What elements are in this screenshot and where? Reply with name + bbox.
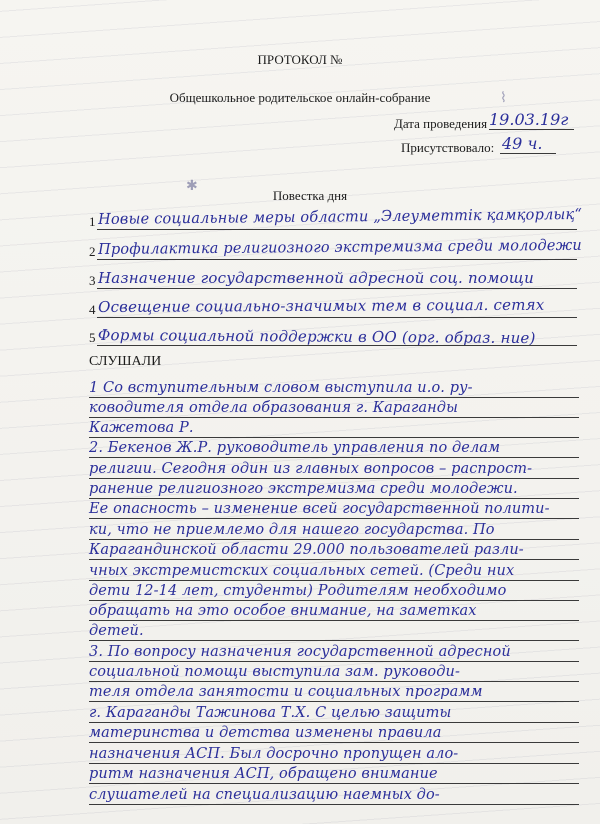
listened-rule (89, 661, 579, 662)
listened-rule (89, 417, 579, 418)
listened-rule (89, 457, 579, 458)
listened-line: слушателей на специализацию наемных до- (89, 787, 440, 803)
listened-line: ритм назначения АСП, обращено внимание (89, 766, 438, 782)
listened-line: чных экстремистских социальных сетей. (Среди них (89, 563, 515, 579)
listened-line: Кажетова Р. (89, 420, 194, 436)
listened-rule (89, 763, 579, 764)
listened-rule (89, 498, 579, 499)
listened-rule (89, 681, 579, 682)
listened-line: социальной помощи выступила зам. руководи- (89, 664, 460, 680)
agenda-heading: Повестка дня (272, 188, 348, 203)
listened-line: ководителя отдела образования г. Караганды (89, 400, 458, 416)
listened-rule (89, 742, 579, 743)
listened-line: теля отдела занятости и социальных программ (89, 684, 483, 700)
protocol-title: ПРОТОКОЛ № (257, 52, 343, 67)
listened-rule (89, 640, 579, 641)
listened-line: ки, что не приемлемо для нашего государства. По (89, 522, 495, 538)
listened-rule (89, 539, 579, 540)
present-underline (500, 153, 556, 154)
agenda-item-3: Назначение государственной адресной соц. помощи (98, 269, 534, 287)
date-label: Дата проведения (394, 116, 488, 131)
listened-line: г. Караганды Тажинова Т.Х. С целью защиты (89, 705, 452, 721)
listened-rule (89, 397, 579, 398)
present-value: 49 ч. (502, 134, 543, 153)
agenda-rule (97, 229, 577, 230)
agenda-rule (97, 345, 577, 346)
agenda-item-1: Новые социальные меры области „Элеуметтік қамқорлық“ (98, 204, 583, 228)
present-label: Присутствовало: (401, 140, 495, 155)
listened-rule (89, 518, 579, 519)
listened-rule (89, 478, 579, 479)
listened-line: 3. По вопросу назначения государственной адресной (89, 644, 511, 660)
agenda-item-number: 3 (89, 273, 96, 288)
listened-line: 1 Со вступительным словом выступила и.о. ру- (89, 380, 473, 396)
listened-line: обращать на это особое внимание, на заметках (89, 603, 477, 619)
listened-line: 2. Бекенов Ж.Р. руководитель управления по делам (89, 440, 501, 456)
agenda-rule (97, 259, 577, 260)
listened-line: религии. Сегодня один из главных вопросов – распрост- (89, 461, 533, 477)
agenda-rule (97, 288, 577, 289)
date-value: 19.03.19г (489, 110, 569, 129)
listened-rule (89, 722, 579, 723)
agenda-item-2: Профилактика религиозного экстремизма среди молодежи (98, 235, 582, 258)
listened-line: дети 12-14 лет, студенты) Родителям необходимо (89, 583, 507, 599)
listened-rule (89, 559, 579, 560)
bleed-mark: ⌇ (500, 91, 507, 106)
agenda-item-number: 5 (89, 330, 96, 345)
listened-line: ранение религиозного экстремизма среди молодежи. (89, 481, 518, 497)
agenda-item-4: Освещение социально-значимых тем в социал. сетях (98, 295, 545, 316)
listened-rule (89, 620, 579, 621)
listened-rule (89, 437, 579, 438)
listened-line: детей. (89, 623, 144, 639)
listened-line: назначения АСП. Был досрочно пропущен ало- (89, 746, 459, 762)
listened-rule (89, 783, 579, 784)
listened-line: Карагандинской области 29.000 пользователей разли- (89, 542, 524, 558)
date-underline (489, 129, 574, 130)
meeting-subtitle: Общешкольное родительское онлайн-собрание (169, 90, 431, 105)
listened-rule (89, 580, 579, 581)
listened-heading: СЛУШАЛИ (89, 354, 162, 369)
agenda-item-number: 2 (89, 244, 96, 259)
agenda-item-number: 1 (89, 214, 96, 229)
agenda-item-5: Формы социальной поддержки в ОО (орг. образ. ние) (97, 326, 536, 348)
agenda-rule (97, 317, 577, 318)
listened-line: Ее опасность – изменение всей государственной полити- (89, 501, 550, 517)
bleed-mark: ✱ (186, 179, 198, 194)
listened-rule (89, 804, 579, 805)
agenda-item-number: 4 (89, 302, 96, 317)
listened-line: материнства и детства изменены правила (89, 725, 442, 741)
listened-rule (89, 701, 579, 702)
listened-rule (89, 600, 579, 601)
